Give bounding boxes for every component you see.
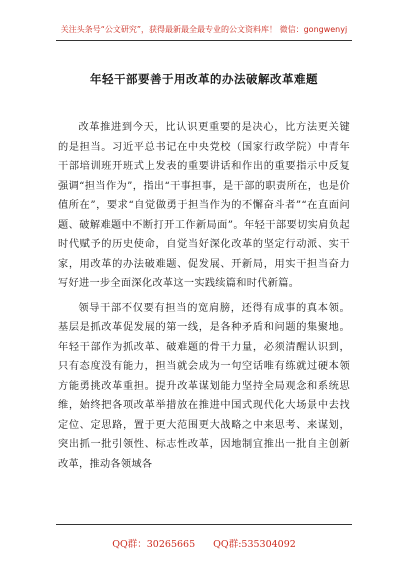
footer-contact — [0, 536, 408, 550]
document-title: 年轻干部要善于用改革的办法破解改革难题 — [90, 72, 318, 86]
header-notice: 关注头条号“公文研究”，获得最新最全最专业的公文资料库！ 微信：gongwenyj — [60, 25, 348, 34]
footer-qq-group-1: QQ群：30265665 — [112, 539, 196, 550]
footer-qq-group-2: QQ群:535304092 — [213, 539, 296, 550]
document-body — [58, 118, 350, 474]
header-divider — [56, 40, 352, 41]
footer-divider — [56, 524, 352, 525]
body-paragraph-2: 领导干部不仅要有担当的宽肩膀，还得有成事的真本领。基层是抓改革促发展的第一线，是各种矛盾和问题的集聚地。年轻干部作为抓改革、破难题的骨干力量，必须清醒认识到，只有态度没有能力，担当就会成为一句空话唯有练就过硬本领方能勇挑改革重担。提升改革谋划能力坚持全局观念和系统思维，始终把各项改革举措放在推进中国式现代化大场景中去找定位、定思路，置于更大范围更大战略之中来思考、来谋划，突出抓一批引领性、标志性改革，因地制宜推出一批自主创新改革，推动各领域各 — [58, 302, 350, 470]
body-paragraph-1: 改革推进到今天，比认识更重要的是决心，比方法更关键的是担当。习近平总书记在中央党校（国家行政学院）中青年干部培训班开班式上发表的重要讲话和作出的重要指示中反复强调“担当作为”，指出“干事担事，是干部的职责所在，也是价值所在”，要求“自觉做勇于担当作为的不懈奋斗者”“在直面问题、破解难题中不断打开工作新局面”。年轻干部要切实肩负起时代赋予的历史使命，自觉当好深化改革的坚定行动派、实干家，用改革的办法破难题、促发展、开新局，用实干担当奋力写好进一步全面深化改革这一实践续篇和时代新篇。 — [58, 122, 350, 289]
